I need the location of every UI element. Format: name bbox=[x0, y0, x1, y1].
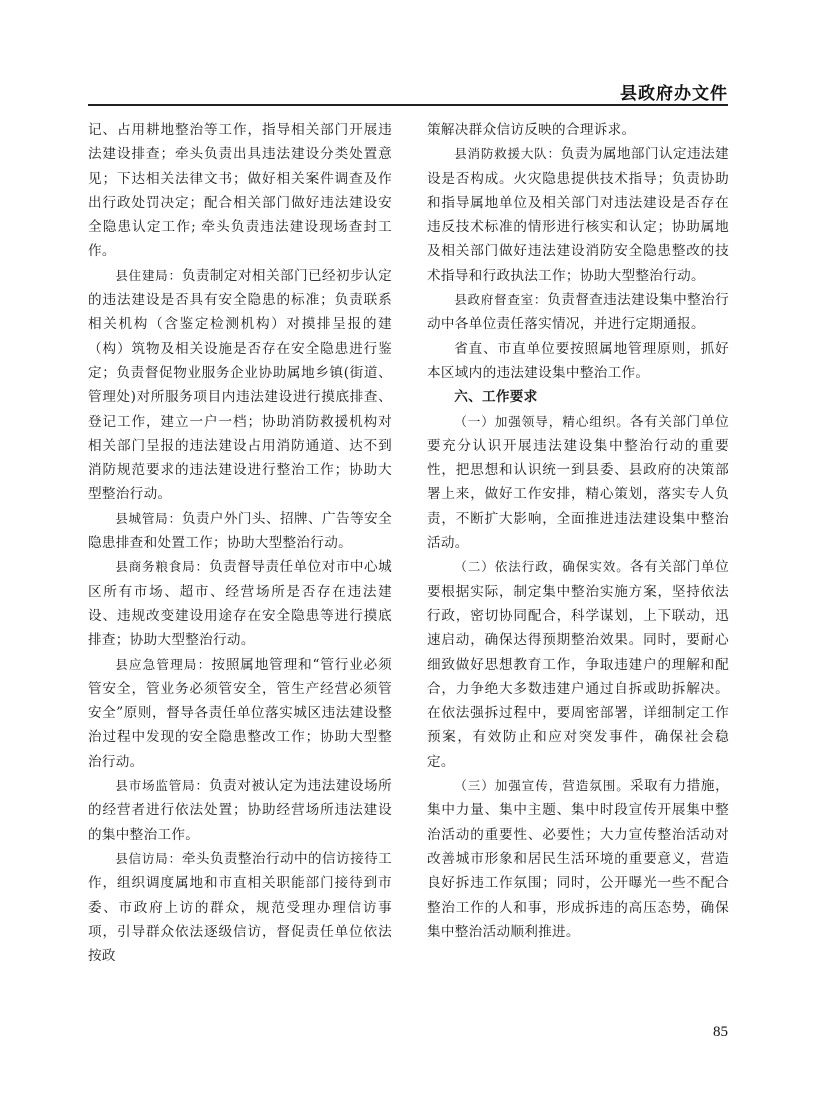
paragraph-text: 各有关部门单位要充分认识开展违法建设集中整治行动的重要性，把思想和认识统一到县委、县政府的决策部署上来，做好工作安排，精心策划，落实专人负责，不断扩大影响，全面推进违法建设集中整治活动。 bbox=[427, 413, 729, 552]
paragraph-text: 负责户外门头、招牌、广告等安全隐患排查和处置工作；协助大型整治行动。 bbox=[88, 510, 393, 552]
paragraph-lead: 县政府督查室： bbox=[454, 292, 548, 308]
header-title: 县政府办文件 bbox=[620, 84, 728, 104]
section-heading: 六、工作要求 bbox=[454, 389, 538, 406]
paragraph-lead: 县应急管理局： bbox=[115, 656, 212, 672]
paragraph bbox=[427, 555, 729, 774]
right-column bbox=[427, 118, 729, 944]
paragraph-text: 负责制定对相关部门已经初步认定的违法建设是否具有安全隐患的标准；负责联系相关机构（含鉴定检测机构）对摸排呈报的建（构）筑物及相关设施是否存在安全隐患进行鉴定；负责督促物业服务企业协助属地乡镇(街道、管理处)对所服务项目内违法建设进行摸底排查、登记工作，建立一户一档；协助消防救援机构对相关部门呈报的违法建设占用消防通道、达不到消防规范要求的违法建设进行整治工作；协助大型整治行动。 bbox=[88, 267, 393, 503]
paragraph bbox=[427, 410, 729, 556]
paragraph bbox=[88, 555, 392, 652]
paragraph bbox=[88, 507, 392, 556]
paragraph-lead: 县住建局： bbox=[115, 267, 182, 283]
paragraph bbox=[88, 118, 392, 264]
paragraph-lead: （一）加强领导，精心组织。 bbox=[454, 413, 630, 429]
page-number: 85 bbox=[713, 1024, 728, 1040]
paragraph bbox=[427, 337, 729, 386]
paragraph bbox=[88, 847, 392, 968]
paragraph-text: 负责督查违法建设集中整治行动中各单位责任落实情况，并进行定期通报。 bbox=[427, 292, 729, 333]
paragraph-lead: 县市场监管局： bbox=[115, 778, 209, 794]
paragraph-text: 省直、市直单位要按照属地管理原则，抓好本区域内的违法建设集中整治工作。 bbox=[427, 340, 729, 381]
header-divider bbox=[88, 104, 728, 106]
paragraph-text: 各有关部门单位要根据实际，制定集中整治实施方案，坚持依法行政，密切协同配合，科学谋划，上下联动，迅速启动，确保达得预期整治效果。同时，要耐心细致做好思想教育工作，争取违建户的理解和配合，力争绝大多数违建户通过自拆或助拆解决。在依法强拆过程中，要周密部署，详细制定工作预案，有效防止和应对突发事件，确保社会稳定。 bbox=[427, 559, 729, 770]
paragraph-text: 策解决群众信访反映的合理诉求。 bbox=[427, 122, 636, 138]
paragraph bbox=[427, 288, 729, 337]
paragraph-lead: 县城管局： bbox=[115, 510, 182, 526]
paragraph-text: 记、占用耕地整治等工作，指导相关部门开展违法建设排查；牵头负责出具违法建设分类处置意见；下达相关法律文书；做好相关案件调查及作出行政处罚决定；配合相关部门做好违法建设安全隐患认定工作; 牵头负责违法建设现场查封工作。 bbox=[88, 122, 392, 260]
paragraph bbox=[427, 118, 729, 142]
paragraph bbox=[427, 774, 729, 944]
paragraph-lead: （三）加强宣传，营造氛围。 bbox=[454, 778, 630, 794]
left-column bbox=[88, 118, 392, 968]
paragraph-lead: 县信访局： bbox=[115, 850, 182, 866]
paragraph bbox=[88, 264, 392, 507]
paragraph-text: 负责督导责任单位对市中心城区所有市场、超市、经营场所是否存在违法建设、违规改变建设用途存在安全隐患等进行摸底排查；协助大型整治行动。 bbox=[88, 559, 393, 649]
paragraph-text: 采取有力措施，集中力量、集中主题、集中时段宣传开展集中整治活动的重要性、必要性；大力宣传整治活动对改善城市形象和居民生活环境的重要意义，营造良好拆违工作氛围；同时，公开曝光一些不配合整治工作的人和事，形成拆违的高压态势，确保集中整治活动顺利推进。 bbox=[427, 778, 729, 940]
paragraph-lead: （二）依法行政，确保实效。 bbox=[454, 559, 630, 575]
paragraph-text: 牵头负责整治行动中的信访接待工作，组织调度属地和市直相关职能部门接待到市委、市政府上访的群众，规范受理办理信访事项，引导群众依法逐级信访，督促责任单位依法按政 bbox=[88, 850, 393, 965]
paragraph bbox=[427, 142, 729, 288]
paragraph-lead: 县消防救援大队： bbox=[454, 146, 561, 162]
paragraph bbox=[88, 653, 392, 774]
paragraph bbox=[88, 774, 392, 847]
paragraph-text: 负责为属地部门认定违法建设是否构成。火灾隐患提供技术指导；负责协助和指导属地单位及相关部门对违法建设是否存在违反技术标准的情形进行核实和认定；协助属地及相关部门做好违法建设消防安全隐患整改的技术指导和行政执法工作；协助大型整治行动。 bbox=[427, 146, 729, 284]
paragraph-text: 按照属地管理和“管行业必须管安全，管业务必须管安全，管生产经营必须管安全”原则，督导各责任单位落实城区违法建设整治过程中发现的安全隐患整改工作；协助大型整治行动。 bbox=[88, 656, 392, 770]
paragraph-lead: 县商务粮食局： bbox=[115, 559, 209, 575]
paragraph-text: 负责对被认定为违法建设场所的经营者进行依法处置；协助经营场所违法建设的集中整治工作。 bbox=[88, 778, 393, 843]
